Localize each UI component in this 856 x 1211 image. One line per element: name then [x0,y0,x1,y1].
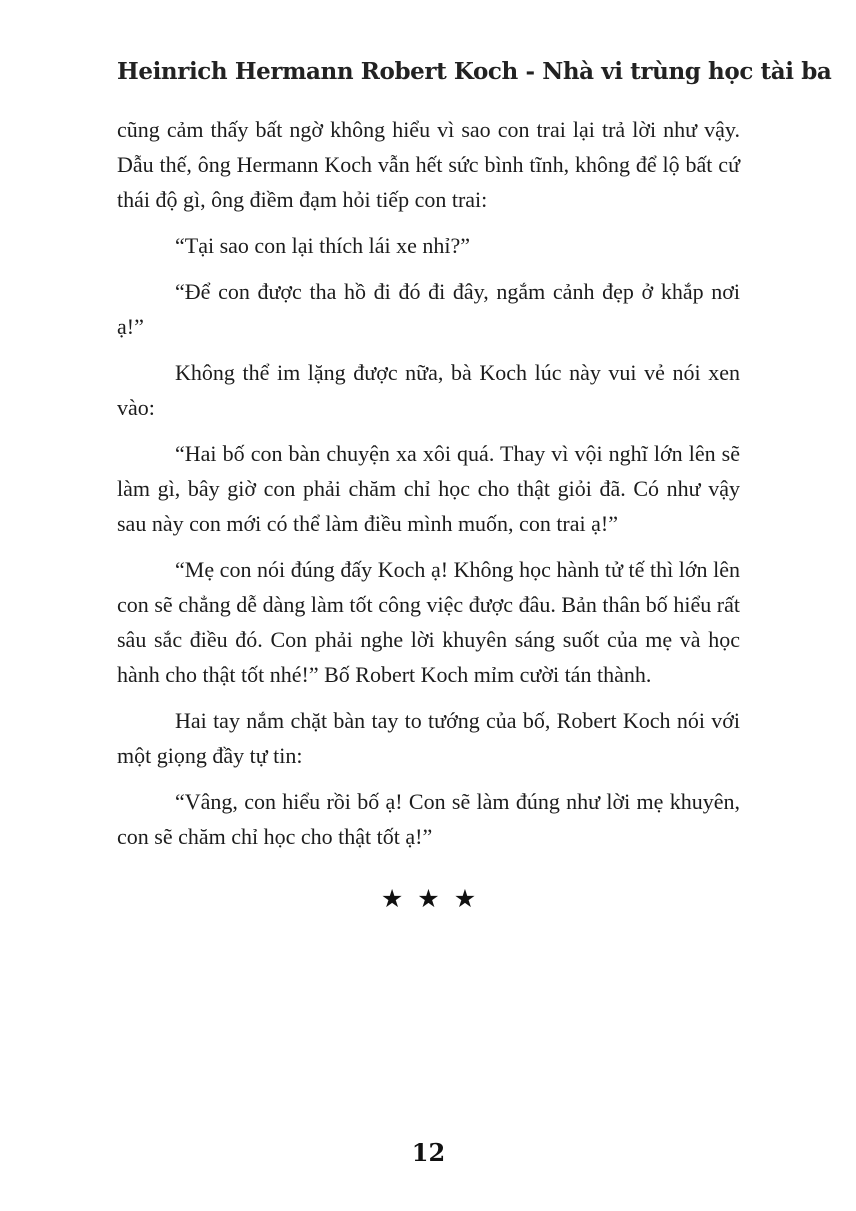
paragraph: “Tại sao con lại thích lái xe nhỉ?” [175,233,471,258]
paragraph: “Mẹ con nói đúng đấy Koch ạ! Không học hành tử tế thì lớn lên con sẽ chẳng dễ dàng làm tốt công việc được đâu. Bản thân bố hiểu rất sâu sắc điều đó. Con phải nghe lời khuyên sáng suốt của mẹ và học hành cho thật tốt nhé!” Bố Robert Koch mỉm cười tán thành. [117,557,740,687]
paragraph: Không thể im lặng được nữa, bà Koch lúc này vui vẻ nói xen vào: [117,360,740,420]
running-header: Heinrich Hermann Robert Koch - Nhà vi trùng học tài ba [117,58,832,85]
page-number: 12 [411,1138,446,1167]
section-separator-stars: ★★★ [380,886,491,913]
paragraph: “Vâng, con hiểu rồi bố ạ! Con sẽ làm đúng như lời mẹ khuyên, con sẽ chăm chỉ học cho thật tốt ạ!” [117,789,740,849]
paragraph: “Hai bố con bàn chuyện xa xôi quá. Thay vì vội nghĩ lớn lên sẽ làm gì, bây giờ con phải chăm chỉ học cho thật giỏi đã. Có như vậy sau này con mới có thể làm điều mình muốn, con trai ạ!” [117,441,740,536]
paragraph: “Để con được tha hồ đi đó đi đây, ngắm cảnh đẹp ở khắp nơi ạ!” [117,279,740,339]
paragraph: cũng cảm thấy bất ngờ không hiểu vì sao con trai lại trả lời như vậy. Dẫu thế, ông Hermann Koch vẫn hết sức bình tĩnh, không để lộ bất cứ thái độ gì, ông điềm đạm hỏi tiếp con trai: [117,117,740,212]
page-body [117,112,740,914]
page-footer [117,1138,740,1167]
paragraph: Hai tay nắm chặt bàn tay to tướng của bố, Robert Koch nói với một giọng đầy tự tin: [117,708,740,768]
